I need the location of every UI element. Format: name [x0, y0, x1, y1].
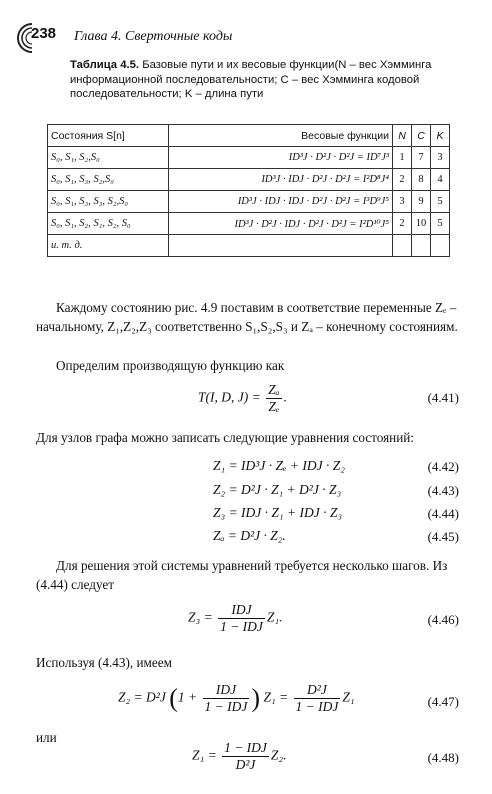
fraction-numerator: Zₐ: [268, 382, 280, 397]
eq-tail: Z₁.: [266, 609, 283, 625]
fraction: [266, 382, 281, 415]
equation-number: (4.45): [427, 529, 459, 544]
table-header-cell: K: [431, 125, 450, 147]
fraction-numerator: D²J: [294, 682, 341, 699]
table-cell: 2: [393, 169, 412, 191]
paragraph: Каждому состоянию рис. 4.9 поставим в соответствие переменные Zₑ – начальному, Z₁,Z₂,Z₃ соответственно S₁,S₂,S₃ и Zₐ – конечному состояниям.: [36, 300, 458, 334]
fraction-denominator: 1 − IDJ: [295, 699, 339, 714]
eq-lhs: Z₁ =: [192, 747, 217, 763]
table-cell: [169, 235, 393, 257]
equation-number: (4.41): [427, 390, 459, 405]
table-row: [48, 213, 450, 235]
table-cell: 4: [431, 169, 450, 191]
equation-4-44: Z₃ = IDJ · Z₁ + IDJ · Z₃: [213, 505, 343, 520]
table-cell: 8: [412, 169, 431, 191]
table-header-cell: N: [393, 125, 412, 147]
fraction: [218, 602, 265, 635]
equation-4-45: Zₐ = D²J · Z₂.: [213, 528, 286, 543]
open-paren: (: [169, 683, 178, 713]
fraction-numerator: IDJ: [218, 602, 265, 619]
fraction-denominator: 1 − IDJ: [204, 699, 248, 714]
equation-number: (4.46): [427, 612, 459, 627]
eq-tail: Z₁: [342, 689, 355, 705]
fraction: [222, 740, 269, 773]
table-cell: 9: [412, 191, 431, 213]
fraction: [294, 682, 341, 715]
eq-tail: Z₂.: [270, 747, 287, 763]
table-cell: 3: [431, 147, 450, 169]
table-cell: [393, 235, 412, 257]
table-cell: 2: [393, 213, 412, 235]
table-cell: S₀, S₁, S₃, S₂,S₀: [48, 169, 169, 191]
table-cell: ID³J · IDJ · IDJ · D²J · D²J = I³D⁹J⁵: [169, 191, 393, 213]
table-caption-text: Базовые пути и их весовые функции(N – вес Хэмминга информационной последовательности; C – вес Хэмминга кодовой последовательности; K – длина пути: [70, 59, 432, 100]
table-cell: ID³J · IDJ · D²J · D²J = I²D⁸J⁴: [169, 169, 393, 191]
table-header-cell: Состояния S[n]: [48, 125, 169, 147]
equation-4-47: [118, 682, 355, 715]
table-cell: [412, 235, 431, 257]
table-header-row: [48, 125, 450, 147]
eq-lhs: T(I, D, J) =: [198, 389, 261, 405]
table-cell: ID³J · D²J · D²J = ID⁷J³: [169, 147, 393, 169]
paragraph: или: [36, 730, 57, 745]
fraction-numerator: IDJ: [203, 682, 250, 699]
paragraph: Для узлов графа можно записать следующие уравнения состояний:: [36, 430, 415, 445]
fraction-numerator: 1 − IDJ: [224, 740, 267, 755]
eq-lhs: Z₃ =: [188, 609, 213, 625]
table-row: [48, 169, 450, 191]
eq-lhs: Z₂ = D²J: [118, 689, 166, 705]
table-cell: S₀, S₁, S₂,S₀: [48, 147, 169, 169]
table-cell: ID³J · D²J · IDJ · D²J · D²J = I²D¹⁰J⁵: [169, 213, 393, 235]
equation-number: (4.47): [427, 694, 459, 709]
table-cell: [431, 235, 450, 257]
paths-table: [47, 124, 450, 257]
table-cell: 5: [431, 213, 450, 235]
eq-tail: .: [283, 389, 287, 405]
equation-number: (4.42): [427, 459, 459, 474]
table-header-cell: Весовые функции: [169, 125, 393, 147]
table-cell: 7: [412, 147, 431, 169]
table-caption-label: Таблица 4.5.: [70, 59, 140, 71]
chapter-title: Глава 4. Сверточные коды: [74, 29, 233, 44]
fraction: [203, 682, 250, 715]
page-number: 238: [31, 25, 57, 42]
paragraph: Определим производящую функцию как: [56, 358, 285, 373]
table-cell: 10: [412, 213, 431, 235]
table-cell: 1: [393, 147, 412, 169]
equation-4-41: [198, 382, 287, 415]
eq-one: 1 +: [177, 689, 198, 705]
equation-number: (4.43): [427, 483, 459, 498]
equation-4-42: Z₁ = ID³J · Zₑ + IDJ · Z₂: [213, 458, 345, 473]
paragraph: Для решения этой системы уравнений требуется несколько шагов. Из (4.44) следует: [36, 558, 448, 592]
page-number-badge: [16, 22, 60, 54]
table-cell: S₀, S₁, S₃, S₃, S₂,S₀: [48, 191, 169, 213]
table-row: [48, 191, 450, 213]
fraction-denominator: 1 − IDJ: [220, 619, 263, 634]
equation-number: (4.48): [427, 750, 459, 765]
fraction-denominator: D²J: [235, 757, 256, 772]
equation-number: (4.44): [427, 506, 459, 521]
table-row: [48, 235, 450, 257]
equation-4-48: [192, 740, 287, 773]
table-cell: S₀, S₁, S₂, S₁, S₂, S₀: [48, 213, 169, 235]
table-row: [48, 147, 450, 169]
equation-4-43: Z₂ = D²J · Z₁ + D²J · Z₃: [213, 482, 342, 497]
fraction-denominator: Zₑ: [268, 399, 280, 414]
table-header-cell: C: [412, 125, 431, 147]
equation-4-46: [188, 602, 283, 635]
table-caption: [70, 58, 450, 102]
table-cell-etc: и. т. д.: [48, 235, 169, 257]
close-paren: ): [251, 683, 261, 713]
eq-mid: Z₁ =: [263, 689, 289, 705]
paragraph: Используя (4.43), имеем: [36, 655, 172, 670]
table-cell: 3: [393, 191, 412, 213]
page-header: [16, 22, 60, 54]
table-cell: 5: [431, 191, 450, 213]
